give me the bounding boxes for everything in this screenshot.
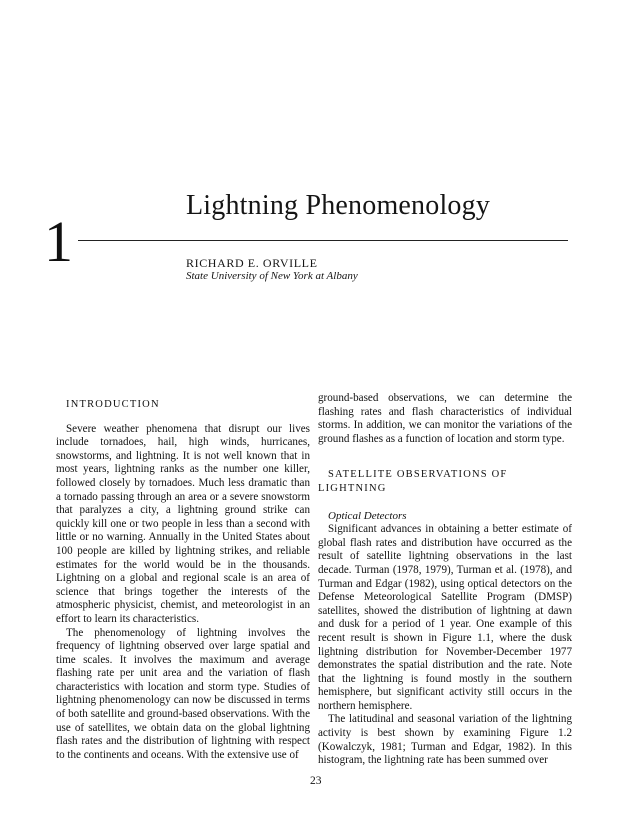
paragraph: The phenomenology of lightning involves the frequency of lightning observed over large spatial and time scales. It involves the maximum and average flashing rate per unit area and the variation of flash characteristics with location and storm type. Studies of lightning phenomenology can now be discussed in terms of both satellite and ground-based observations. With the use of satellites, we obtain data on the global lightning flash rates and the distribution of lightning with respect to the continents and oceans. With the extensive use of <box>56 626 310 761</box>
chapter-title: Lightning Phenomenology <box>186 190 491 221</box>
author-name: RICHARD E. ORVILLE <box>186 256 318 270</box>
paragraph-continuation: ground-based observations, we can determine the flashing rates and flash characteristics of individual storms. In addition, we can monitor the variations of the ground flashes as a function of location and storm type. <box>318 392 572 445</box>
left-column <box>56 398 310 762</box>
author-affiliation: State University of New York at Albany <box>186 270 358 282</box>
page-number: 23 <box>310 775 322 787</box>
right-column <box>318 392 572 768</box>
subsection-heading-optical-detectors: Optical Detectors <box>328 509 407 522</box>
section-heading-introduction: INTRODUCTION <box>66 399 160 410</box>
section-heading-satellite-observations: SATELLITE OBSERVATIONS OF LIGHTNING <box>318 469 508 494</box>
paragraph: Significant advances in obtaining a better estimate of global flash rates and distribution have occurred as the result of satellite lightning observations in the last decade. Turman (1978, 1979), Turman et al. (1978), and Turman and Edgar (1982), using optical detectors on the Defense Meteorological Satellite Program (DMSP) satellites, showed the distribution of lightning at dawn and dusk for a period of 1 year. One example of this recent result is shown in Figure 1.1, where the dusk lightning distribution for November-December 1977 demonstrates the spatial distribution and the rate. Note that the lightning is found mostly in the southern hemisphere, but significant activity still occurs in the northern hemisphere. <box>318 523 572 712</box>
paragraph: The latitudinal and seasonal variation of the lightning activity is best shown by examining Figure 1.2 (Kowalczyk, 1981; Turman and Edgar, 1982). In this histogram, the lightning rate has been summed over <box>318 713 572 767</box>
paragraph: Severe weather phenomena that disrupt our lives include tornadoes, hail, high winds, hurricanes, snowstorms, and lightning. It is not well known that in most years, lightning ranks as the number one killer, followed closely by tornadoes. Much less dramatic than a tornado passing through an area or a severe snowstorm that paralyzes a city, a lightning ground strike can quickly kill one or two people in less than a second with little or no warning. Annually in the United States about 100 people are killed by lightning strikes, and reliable estimates for the world would be in the thousands. Lightning on a global and regional scale is an area of science that brings together the interests of the atmospheric physicist, chemist, and meteorologist in an effort to learn its characteristics. <box>56 422 310 625</box>
chapter-number: 1 <box>44 209 73 274</box>
title-rule <box>78 240 568 241</box>
